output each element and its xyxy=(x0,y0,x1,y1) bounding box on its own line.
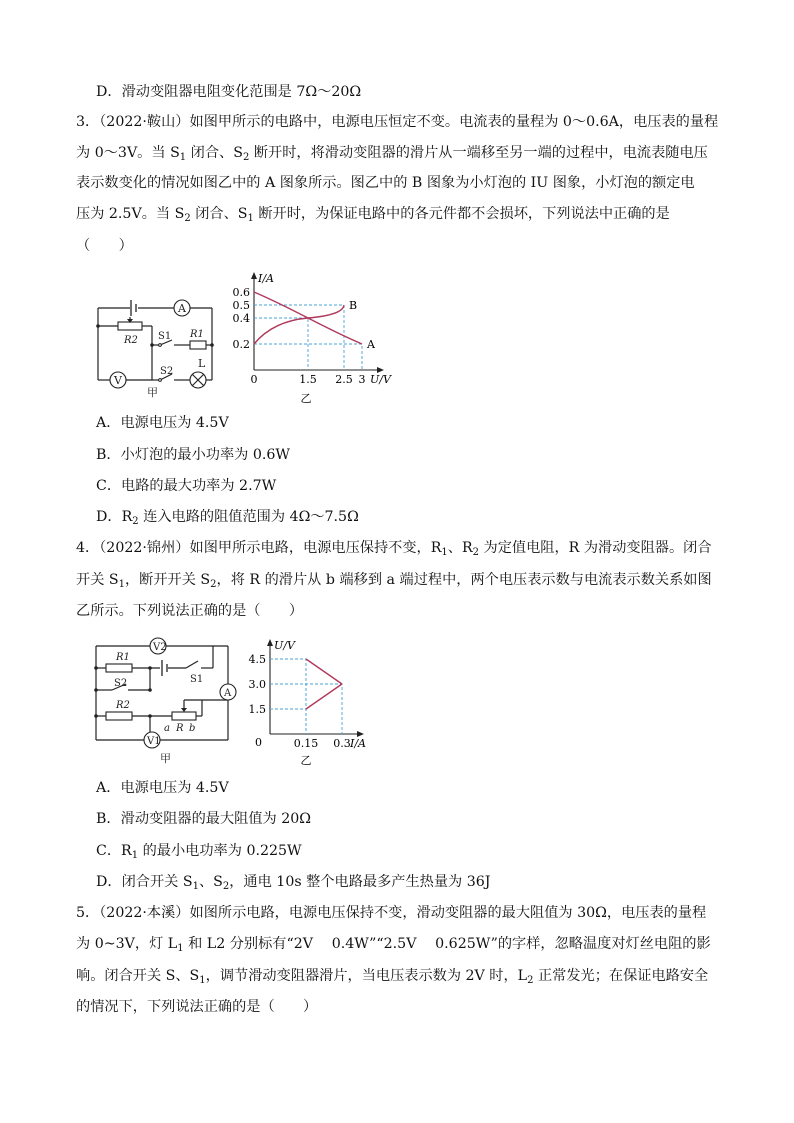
q3-option-a: A．电源电压为 4.5V xyxy=(96,415,229,431)
question-source: （2022·锦州） xyxy=(99,540,190,556)
question-number: 5． xyxy=(76,905,100,921)
series-line-2 xyxy=(306,684,342,709)
q3-option-c: C．电路的最大功率为 2.7W xyxy=(96,478,277,494)
r2-label: R2 xyxy=(116,700,130,711)
y-tick-label: 1.5 xyxy=(248,703,266,716)
question-source: （2022·鞍山） xyxy=(99,114,190,130)
y-axis-arrow xyxy=(267,639,273,646)
q4-option-a: A．电源电压为 4.5V xyxy=(96,780,229,796)
question-source: （2022·本溪） xyxy=(99,905,190,921)
q4-line-2: 开关 $S_1$，断开开关 $S_2$，将 R 的滑片从 b 端移到 a 端过程中，两个电压表示数与电流表示数关系如图 xyxy=(76,572,712,590)
resistor-r2 xyxy=(118,322,142,330)
y-axis-arrow xyxy=(251,272,257,279)
q5-line-3: 响。闭合开关 S、$S_1$，调节滑动变阻器滑片，当电压表示数为 2V 时，$L_2$ 正常发光；在保证电路安全 xyxy=(76,968,709,986)
fig-yi-label: 乙 xyxy=(300,392,312,405)
q4-option-c: C．$R_1$ 的最小电功率为 0.225W xyxy=(96,843,302,861)
x-tick-label: 1.5 xyxy=(299,373,317,386)
y-axis-label: U/V xyxy=(274,639,295,652)
fig-yi-label: 乙 xyxy=(300,754,312,767)
q4-line-3: 乙所示。下列说法正确的是（ ） xyxy=(76,603,304,619)
y-tick-label: 3.0 xyxy=(248,678,266,691)
fig-jia-label: 甲 xyxy=(147,386,158,399)
x-tick-label: 0.3 xyxy=(333,737,351,750)
q3-line-3: 表示数变化的情况如图乙中的 A 图象所示。图乙中的 B 图象为小灯泡的 IU 图象，小灯泡的额定电 xyxy=(76,175,695,191)
question-number: 4． xyxy=(76,540,100,556)
r1-label: R1 xyxy=(116,652,130,663)
origin-label: 0 xyxy=(255,736,262,749)
s2-label: S2 xyxy=(114,678,128,689)
voltmeter-label: V xyxy=(114,374,122,387)
q3-option-d: D．$R_2$ 连入电路的阻值范围为 4Ω～7.5Ω xyxy=(96,509,359,527)
v1-label: V1 xyxy=(147,736,161,747)
series-line-B xyxy=(254,305,344,344)
series-line-1 xyxy=(306,659,342,684)
ammeter-label: A xyxy=(178,302,186,315)
q4-line-1: 4．（2022·锦州）如图甲所示电路，电源电压保持不变，$R_1$、$R_2$ 为定值电阻，R 为滑动变阻器。闭合 xyxy=(76,540,712,558)
y-tick-label: 0.5 xyxy=(232,299,250,312)
x-tick-label: 3 xyxy=(358,373,366,386)
y-axis-label: I/A xyxy=(258,272,274,285)
r2-label: R2 xyxy=(124,335,138,346)
fig-jia-label: 甲 xyxy=(160,752,171,765)
slider-arrow xyxy=(181,708,187,712)
resistor-r2 xyxy=(106,712,132,720)
y-tick-label: 0.2 xyxy=(232,338,250,351)
q3-circuit-diagram xyxy=(90,270,230,400)
q4-option-d: D．闭合开关 $S_1$、$S_2$，通电 10s 整个电路最多产生热量为 36J xyxy=(96,874,491,892)
answer-paren: （ ） xyxy=(76,238,133,254)
q5-line-4: 的情况下，下列说法正确的是（ ） xyxy=(76,999,318,1015)
r-label: R xyxy=(176,723,184,734)
series-label-A: A xyxy=(367,338,375,351)
q3-option-b: B．小灯泡的最小功率为 0.6W xyxy=(96,447,290,463)
question-number: 3． xyxy=(76,114,100,130)
b-label: b xyxy=(189,723,196,734)
guide-line xyxy=(270,709,306,734)
s1-label: S1 xyxy=(190,674,204,685)
y-tick-label: 0.4 xyxy=(232,312,250,325)
y-tick-label: 0.6 xyxy=(232,286,250,299)
s1-label: S1 xyxy=(158,331,172,342)
x-tick-label: 2.5 xyxy=(335,373,353,386)
s2-label: S2 xyxy=(160,366,174,377)
resistor-r1 xyxy=(106,664,132,672)
v2-label: V2 xyxy=(153,642,167,653)
guide-line xyxy=(270,659,306,734)
q3-line-2: 为 0～3V。当 $S_1$ 闭合、$S_2$ 断开时，将滑动变阻器的滑片从一端移至另一端的过程中，电流表随电压 xyxy=(76,145,708,163)
q5-line-2: 为 0~3V，灯 $L_1$ 和 L2 分别标有“2V 0.4W”“2.5V 0.625W”的字样，忽略温度对灯丝电阻的影 xyxy=(76,936,711,954)
q3-line-1: 3．（2022·鞍山）如图甲所示的电路中，电源电压恒定不变。电流表的量程为 0～0.6A，电压表的量程 xyxy=(76,114,719,130)
q3-line-4: 压为 2.5V。当 $S_2$ 闭合、$S_1$ 断开时，为保证电路中的各元件都不会损坏，下列说法中正确的是 xyxy=(76,206,670,224)
rheostat-r xyxy=(172,712,196,720)
a-label: a xyxy=(164,723,170,734)
x-tick-label: 0 xyxy=(250,373,258,386)
resistor-r1 xyxy=(190,341,206,349)
x-axis-label: U/V xyxy=(370,373,391,386)
r1-label: R1 xyxy=(190,329,204,340)
q5-line-1: 5．（2022·本溪）如图所示电路，电源电压保持不变，滑动变阻器的最大阻值为 30Ω，电压表的量程 xyxy=(76,905,707,921)
q4-option-b: B．滑动变阻器的最大阻值为 20Ω xyxy=(96,811,312,827)
q4-ui-graph xyxy=(248,628,388,770)
lamp-label: L xyxy=(198,357,206,370)
y-tick-label: 4.5 xyxy=(248,653,266,666)
x-tick-label: 0.15 xyxy=(293,737,319,750)
x-axis-label: I/A xyxy=(350,737,366,750)
q4-circuit-diagram xyxy=(88,630,248,770)
ammeter-label: A xyxy=(224,688,232,699)
series-label-B: B xyxy=(349,299,358,312)
q3-iu-graph xyxy=(232,262,422,412)
q2-option-d: D．滑动变阻器电阻变化范围是 7Ω～20Ω xyxy=(96,84,362,100)
